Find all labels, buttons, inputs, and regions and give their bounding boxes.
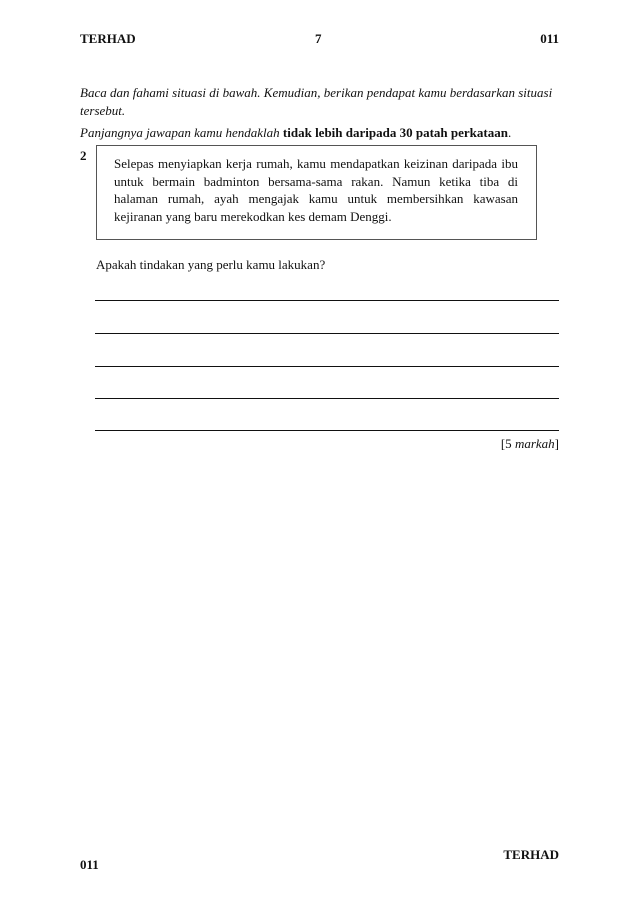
footer-left: 011 <box>80 857 99 872</box>
situation-text: Selepas menyiapkan kerja rumah, kamu mendapatkan keizinan daripada ibu untuk bermain badminton bersama-sama rakan. Namun ketika tiba di halaman rumah, ayah mengajak kamu untuk membersihkan kawasan kejiranan yang baru merekodkan kes demam Denggi. <box>114 156 518 224</box>
word-limit-italic: Panjangnya jawapan kamu hendaklah <box>80 125 280 140</box>
word-limit-bold: tidak lebih daripada 30 patah perkataan <box>282 125 508 140</box>
word-limit-end: . <box>507 125 512 140</box>
header-right: 011 <box>540 31 559 46</box>
answer-line[interactable] <box>95 300 559 301</box>
instruction-intro: Baca dan fahami situasi di bawah. Kemudian, berikan pendapat kamu berdasarkan situasi tersebut. <box>80 85 553 118</box>
footer-right: TERHAD <box>503 847 559 862</box>
marks-label <box>501 436 559 452</box>
header-left: TERHAD <box>80 31 136 46</box>
answer-line[interactable] <box>95 333 559 334</box>
word-limit-instruction <box>80 125 511 141</box>
answer-line[interactable] <box>95 430 559 431</box>
marks-word: markah <box>514 436 555 451</box>
marks-close: ] <box>554 436 559 451</box>
marks-open: [5 <box>500 436 515 451</box>
page-number: 7 <box>315 31 322 46</box>
question-number: 2 <box>80 148 87 163</box>
question-prompt: Apakah tindakan yang perlu kamu lakukan? <box>96 257 326 272</box>
answer-line[interactable] <box>95 398 559 399</box>
answer-line[interactable] <box>95 366 559 367</box>
situation-box <box>96 145 537 240</box>
